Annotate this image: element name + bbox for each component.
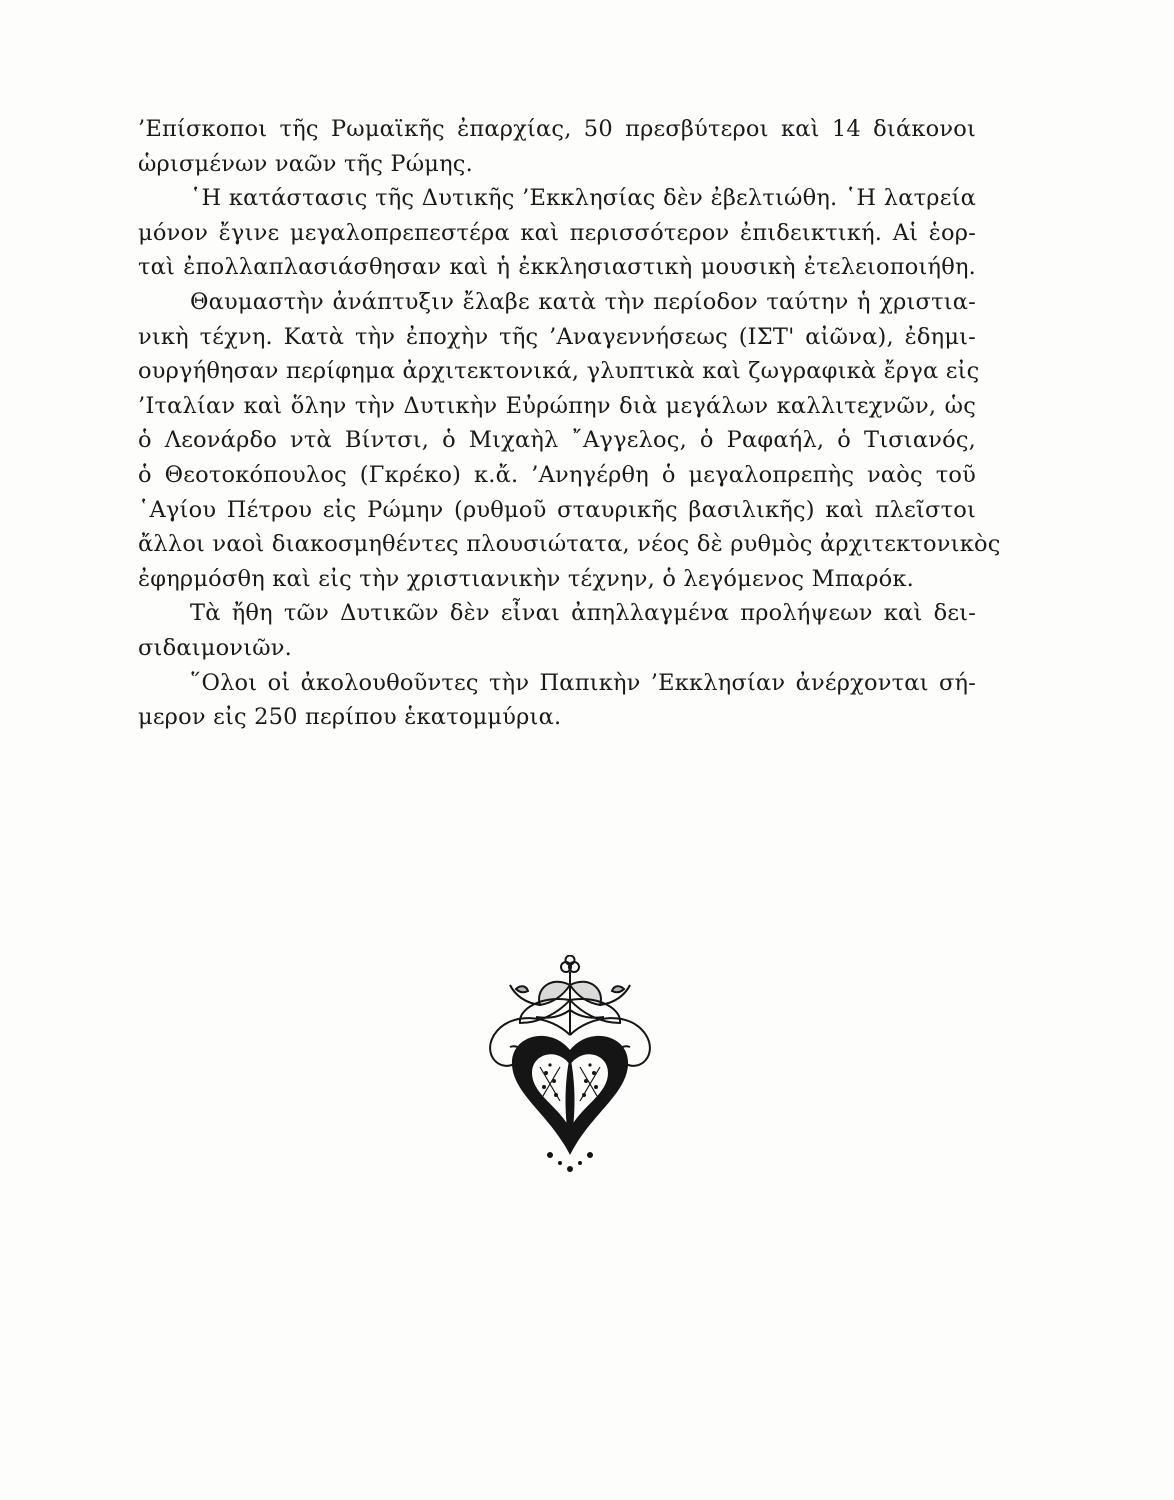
text-line: ουργήθησαν περίφημα ἀρχιτεκτονικά, γλυπτικὰ καὶ ζωγραφικὰ ἔργα εἰς — [138, 358, 980, 385]
text-line: ταὶ ἐπολλαπλασιάσθησαν καὶ ἡ ἐκκλησιαστικὴ μουσικὴ ἐτελειοποιήθη. — [138, 254, 976, 281]
text-line: Θαυμαστὴν ἀνάπτυξιν ἔλαβε κατὰ τὴν περίοδον ταύτην ἡ χριστια- — [190, 288, 976, 315]
text-line: ἐφηρμόσθη καὶ εἰς τὴν χριστιανικὴν τέχνην, ὁ λεγόμενος Μπαρόκ. — [138, 565, 914, 592]
text-line: μόνον ἔγινε μεγαλοπρεπεστέρα καὶ περισσότερον ἐπιδεικτική. Αἱ ἑορ- — [138, 219, 976, 246]
text-line: ’Ιταλίαν καὶ ὅλην τὴν Δυτικὴν Εὐρώπην διὰ μεγάλων καλλιτεχνῶν, ὡς — [138, 392, 976, 419]
text-line: ῾Αγίου Πέτρου εἰς Ρώμην (ρυθμοῦ σταυρικῆς βασιλικῆς) καὶ πλεῖστοι — [138, 496, 976, 523]
text-line: ὁ Λεονάρδο ντὰ Βίντσι, ὁ Μιχαὴλ ῎Αγγελος, ὁ Ραφαήλ, ὁ Τισιανός, — [138, 427, 976, 454]
text-line: μερον εἰς 250 περίπου ἑκατομμύρια. — [138, 704, 562, 731]
text-line: ῞Ολοι οἱ ἀκολουθοῦντες τὴν Παπικὴν ’Εκκλησίαν ἀνέρχονται σή- — [190, 669, 976, 696]
text-line: νικὴ τέχνη. Κατὰ τὴν ἐποχὴν τῆς ’Αναγεννήσεως (ΙΣΤ' αἰῶνα), ἐδημι- — [138, 323, 976, 350]
floral-heart-vignette-icon — [480, 955, 660, 1180]
text-line: σιδαιμονιῶν. — [138, 634, 292, 661]
text-line: Τὰ ἤθη τῶν Δυτικῶν δὲν εἶναι ἀπηλλαγμένα προλήψεων καὶ δει- — [190, 600, 976, 627]
text-line: ὡρισμένων ναῶν τῆς Ρώμης. — [138, 150, 473, 177]
text-line: ’Επίσκοποι τῆς Ρωμαϊκῆς ἐπαρχίας, 50 πρεσβύτεροι καὶ 14 διάκονοι — [138, 116, 976, 142]
text-line: ὁ Θεοτοκόπουλος (Γκρέκο) κ.ἄ. ’Ανηγέρθη ὁ μεγαλοπρεπὴς ναὸς τοῦ — [138, 461, 976, 488]
body-text — [138, 112, 1001, 735]
text-line: ῾Η κατάστασις τῆς Δυτικῆς ’Εκκλησίας δὲν ἐβελτιώθη. ῾Η λατρεία — [190, 185, 976, 212]
text-line: ἄλλοι ναοὶ διακοσμηθέντες πλουσιώτατα, νέος δὲ ρυθμὸς ἀρχιτεκτονικὸς — [138, 531, 1001, 558]
